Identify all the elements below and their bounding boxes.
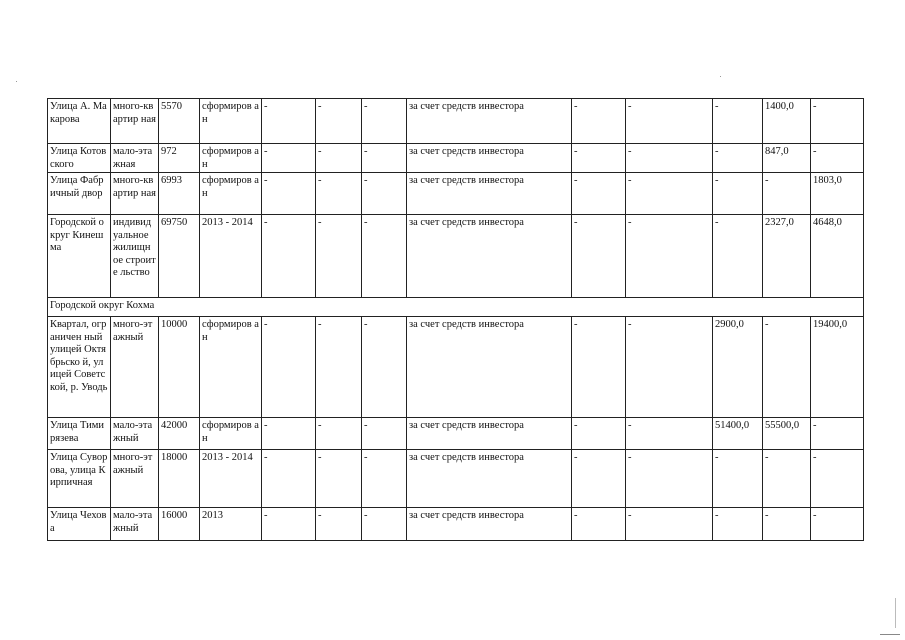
cell-c7: - <box>362 173 407 215</box>
cell-c5: - <box>262 418 316 450</box>
cell-status: 2013 - 2014 <box>200 215 262 298</box>
table-row <box>48 215 864 298</box>
scan-mark <box>880 634 900 635</box>
cell-c7: - <box>362 317 407 418</box>
cell-c9: - <box>572 450 626 508</box>
cell-status: сформиров ан <box>200 317 262 418</box>
cell-c9: - <box>572 508 626 541</box>
cell-c9: - <box>572 144 626 173</box>
cell-type: много-квартир ная <box>111 173 159 215</box>
cell-c7: - <box>362 418 407 450</box>
cell-street: Городской округ Кинешма <box>48 215 111 298</box>
cell-c12: - <box>763 508 811 541</box>
cell-c13: - <box>811 99 864 144</box>
table-row <box>48 144 864 173</box>
cell-financing: за счет средств инвестора <box>407 418 572 450</box>
cell-c11: 51400,0 <box>713 418 763 450</box>
cell-c13: 19400,0 <box>811 317 864 418</box>
cell-c5: - <box>262 215 316 298</box>
cell-c6: - <box>316 508 362 541</box>
cell-c7: - <box>362 450 407 508</box>
cell-type: мало-этажная <box>111 144 159 173</box>
cell-c10: - <box>626 317 713 418</box>
cell-c10: - <box>626 173 713 215</box>
cell-c10: - <box>626 215 713 298</box>
cell-c11: - <box>713 173 763 215</box>
cell-financing: за счет средств инвестора <box>407 508 572 541</box>
cell-c12: - <box>763 317 811 418</box>
cell-c6: - <box>316 173 362 215</box>
cell-c12: 2327,0 <box>763 215 811 298</box>
cell-c5: - <box>262 99 316 144</box>
cell-type: индивид уальное жилищн ое строите льство <box>111 215 159 298</box>
cell-c9: - <box>572 99 626 144</box>
cell-status: сформиров ан <box>200 99 262 144</box>
cell-c10: - <box>626 450 713 508</box>
cell-c11: 2900,0 <box>713 317 763 418</box>
cell-c13: - <box>811 418 864 450</box>
cell-c5: - <box>262 317 316 418</box>
cell-c12: - <box>763 450 811 508</box>
section-row <box>48 298 864 317</box>
cell-c5: - <box>262 173 316 215</box>
data-table <box>47 98 864 541</box>
cell-c7: - <box>362 144 407 173</box>
cell-c7: - <box>362 508 407 541</box>
table-row <box>48 173 864 215</box>
cell-c11: - <box>713 508 763 541</box>
cell-type: много-этажный <box>111 317 159 418</box>
cell-c10: - <box>626 144 713 173</box>
cell-c6: - <box>316 450 362 508</box>
cell-street: Улица Суворова, улица Кирпичная <box>48 450 111 508</box>
cell-c11: - <box>713 144 763 173</box>
cell-c5: - <box>262 508 316 541</box>
cell-area: 18000 <box>159 450 200 508</box>
cell-area: 69750 <box>159 215 200 298</box>
cell-c13: 4648,0 <box>811 215 864 298</box>
cell-c10: - <box>626 418 713 450</box>
cell-financing: за счет средств инвестора <box>407 173 572 215</box>
cell-c7: - <box>362 99 407 144</box>
cell-street: Улица А. Макарова <box>48 99 111 144</box>
cell-c9: - <box>572 317 626 418</box>
cell-status: сформиров ан <box>200 418 262 450</box>
cell-street: Улица Фабричный двор <box>48 173 111 215</box>
cell-c13: 1803,0 <box>811 173 864 215</box>
cell-area: 10000 <box>159 317 200 418</box>
cell-street: Улица Котовского <box>48 144 111 173</box>
cell-c10: - <box>626 99 713 144</box>
cell-c5: - <box>262 450 316 508</box>
cell-c6: - <box>316 215 362 298</box>
cell-c5: - <box>262 144 316 173</box>
section-header: Городской округ Кохма <box>48 298 864 317</box>
cell-area: 972 <box>159 144 200 173</box>
cell-area: 42000 <box>159 418 200 450</box>
cell-c6: - <box>316 99 362 144</box>
cell-c11: - <box>713 215 763 298</box>
scan-mark <box>895 598 896 628</box>
cell-c11: - <box>713 99 763 144</box>
cell-type: много-квартир ная <box>111 99 159 144</box>
table-row <box>48 317 864 418</box>
cell-financing: за счет средств инвестора <box>407 215 572 298</box>
cell-c11: - <box>713 450 763 508</box>
cell-area: 5570 <box>159 99 200 144</box>
cell-street: Улица Тимирязева <box>48 418 111 450</box>
cell-type: мало-этажный <box>111 418 159 450</box>
cell-c6: - <box>316 144 362 173</box>
cell-c13: - <box>811 450 864 508</box>
cell-c13: - <box>811 508 864 541</box>
cell-type: мало-этажный <box>111 508 159 541</box>
cell-financing: за счет средств инвестора <box>407 450 572 508</box>
scan-mark <box>720 76 721 77</box>
cell-c7: - <box>362 215 407 298</box>
scan-mark <box>16 81 17 82</box>
table-row <box>48 99 864 144</box>
cell-status: сформиров ан <box>200 173 262 215</box>
cell-status: 2013 <box>200 508 262 541</box>
cell-street: Улица Чехова <box>48 508 111 541</box>
cell-c12: 55500,0 <box>763 418 811 450</box>
cell-c12: - <box>763 173 811 215</box>
cell-c12: 1400,0 <box>763 99 811 144</box>
table-row <box>48 418 864 450</box>
cell-c13: - <box>811 144 864 173</box>
cell-c6: - <box>316 418 362 450</box>
cell-c9: - <box>572 173 626 215</box>
cell-c6: - <box>316 317 362 418</box>
cell-street: Квартал, ограничен ный улицей Октябрьско й, улицей Советской, р. Уводь <box>48 317 111 418</box>
cell-status: сформиров ан <box>200 144 262 173</box>
cell-financing: за счет средств инвестора <box>407 144 572 173</box>
cell-financing: за счет средств инвестора <box>407 317 572 418</box>
cell-area: 16000 <box>159 508 200 541</box>
cell-c9: - <box>572 215 626 298</box>
table-row <box>48 508 864 541</box>
table-row <box>48 450 864 508</box>
cell-c9: - <box>572 418 626 450</box>
cell-financing: за счет средств инвестора <box>407 99 572 144</box>
cell-c10: - <box>626 508 713 541</box>
cell-type: много-этажный <box>111 450 159 508</box>
cell-area: 6993 <box>159 173 200 215</box>
cell-status: 2013 - 2014 <box>200 450 262 508</box>
cell-c12: 847,0 <box>763 144 811 173</box>
